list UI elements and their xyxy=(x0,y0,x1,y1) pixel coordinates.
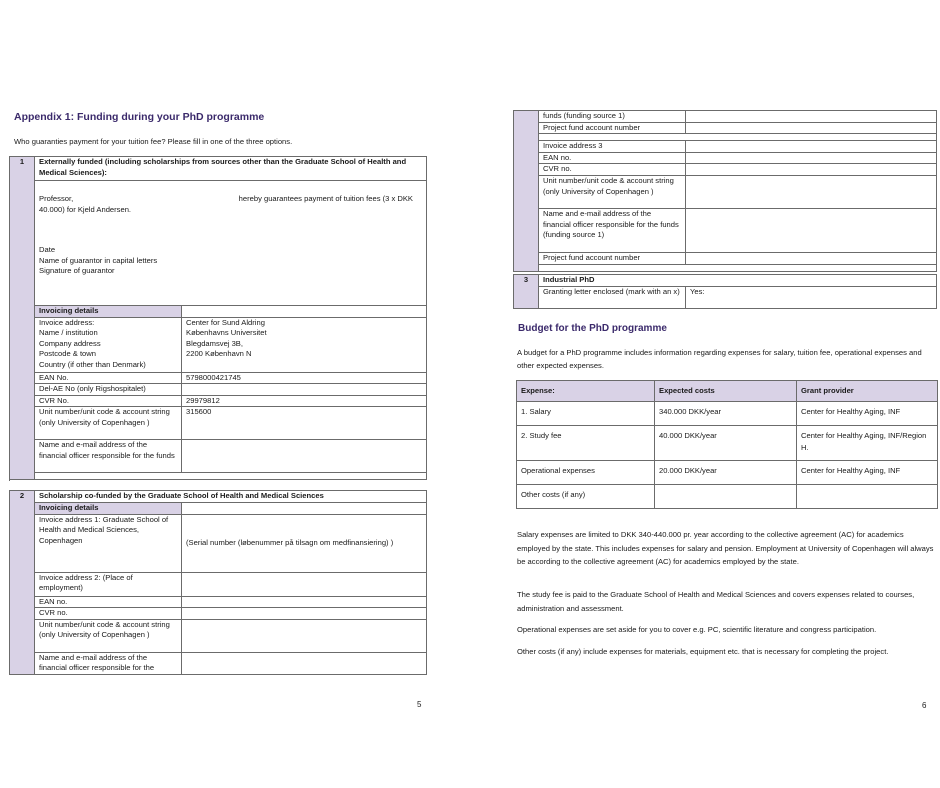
page-6 xyxy=(470,0,940,788)
granting-letter-label: Granting letter enclosed (mark with an x) xyxy=(539,287,686,309)
page6-project-fund-value[interactable] xyxy=(686,252,937,264)
appendix-intro: Who guaranties payment for your tuition fee? Please fill in one of the three options. xyxy=(14,137,293,146)
del-ae-label: Del-AE No (only Rigshospitalet) xyxy=(35,384,182,396)
continued-spacer xyxy=(539,134,937,141)
section-3-table xyxy=(513,274,937,309)
invoice-street-value: Blegdamsvej 3B, xyxy=(186,338,243,348)
funding-table xyxy=(9,156,427,480)
financial-officer-value[interactable] xyxy=(182,440,427,473)
section-2-end-spacer xyxy=(539,264,937,271)
section-2-unit-label: Unit number/unit code & account string (only University of Copenhagen ) xyxy=(35,619,182,652)
section-2-number: 2 xyxy=(10,491,35,675)
unit-number-value[interactable]: 315600 xyxy=(182,407,427,440)
section-1-number: 1 xyxy=(10,157,35,480)
signature-name: Name of guarantor in capital letters xyxy=(39,255,158,265)
page-number-6: 6 xyxy=(922,701,927,710)
section-2-invoicing-blank[interactable] xyxy=(182,503,427,515)
section-2-cvr-label: CVR no. xyxy=(35,608,182,620)
funds-source-value[interactable] xyxy=(686,111,937,123)
unit-number-label: Unit number/unit code & account string (only University of Copenhagen ) xyxy=(35,407,182,440)
operational-paragraph: Operational expenses are set aside for you to cover e.g. PC, scientific literature and congress participation. xyxy=(517,625,877,634)
budget-cell-expense: 2. Study fee xyxy=(517,426,655,461)
serial-number[interactable]: (Serial number (løbenummer på tilsagn om medfinansiering) ) xyxy=(182,514,427,572)
budget-cell-costs[interactable]: 340.000 DKK/year xyxy=(655,402,797,426)
section-2-cvr-value[interactable] xyxy=(182,608,427,620)
invoice-name-value: Center for Sund Aldring xyxy=(186,317,265,327)
section-2-ean-value[interactable] xyxy=(182,596,427,608)
invoicing-details-blank[interactable] xyxy=(182,306,427,318)
budget-cell-provider[interactable]: Center for Healthy Aging, INF/Region H. xyxy=(797,426,938,461)
company-address-label: Company address xyxy=(39,338,101,348)
section-2-officer-value[interactable] xyxy=(182,652,427,674)
project-fund-value[interactable] xyxy=(686,122,937,134)
budget-cell-expense: Operational expenses xyxy=(517,461,655,485)
cvr-value[interactable]: 29979812 xyxy=(182,395,427,407)
page6-unit-value[interactable] xyxy=(686,175,937,208)
invoicing-details-title: Invoicing details xyxy=(35,306,182,318)
invoice-address-2-value[interactable] xyxy=(182,572,427,596)
funds-source-label: funds (funding source 1) xyxy=(539,111,686,123)
section-2-invoicing-title: Invoicing details xyxy=(35,503,182,515)
postcode-town-label: Postcode & town xyxy=(39,349,96,359)
section-1-title: Externally funded (including scholarships from sources other than the Graduate School of Health and Medical Sciences): xyxy=(35,157,427,181)
budget-cell-costs[interactable] xyxy=(655,485,797,509)
study-fee-paragraph: The study fee is paid to the Graduate School of Health and Medical Sciences and covers expenses related to courses, administration and assessment. xyxy=(517,590,915,613)
section-1-spacer xyxy=(35,473,427,480)
budget-cell-provider[interactable] xyxy=(797,485,938,509)
table-row xyxy=(517,426,938,461)
table-row xyxy=(517,461,938,485)
page6-officer-value[interactable] xyxy=(686,208,937,252)
budget-table xyxy=(516,380,938,509)
page6-officer-label: Name and e-mail address of the financial officer responsible for the funds (funding source 1) xyxy=(539,208,686,252)
budget-intro: A budget for a PhD programme includes information regarding expenses for salary, tuition fee, operational expenses and other expected expenses. xyxy=(517,348,922,370)
ean-label: EAN No. xyxy=(35,372,182,384)
salary-paragraph: Salary expenses are limited to DKK 340-440.000 pr. year according to the collective agreement (AC) for academics employed by the state. This includes expenses for salary and pension. Employment at University of Copenhagen will always be according to the collective agreement (AC) for academics employed by the state. xyxy=(517,530,934,566)
guarantee-text: hereby guarantees payment of tuition fees (3 x DKK xyxy=(238,194,413,203)
budget-header-costs: Expected costs xyxy=(655,381,797,402)
project-fund-label: Project fund account number xyxy=(539,122,686,134)
budget-cell-costs[interactable]: 20.000 DKK/year xyxy=(655,461,797,485)
invoice-address-label: Invoice address: xyxy=(39,317,95,327)
page-number-5: 5 xyxy=(417,700,422,709)
page6-project-fund-label: Project fund account number xyxy=(539,252,686,264)
cvr-label: CVR No. xyxy=(35,395,182,407)
invoice-institution-value: Københavns Universitet xyxy=(186,328,267,338)
page6-ean-label: EAN no. xyxy=(539,152,686,164)
funding-table-continued xyxy=(513,110,937,272)
section-2-ean-label: EAN no. xyxy=(35,596,182,608)
signature-date: Date xyxy=(39,245,56,255)
invoice-address-3-value[interactable] xyxy=(686,141,937,153)
budget-header-expense: Expense: xyxy=(517,381,655,402)
budget-title: Budget for the PhD programme xyxy=(518,323,667,334)
section-2-unit-value[interactable] xyxy=(182,619,427,652)
guarantee-block[interactable] xyxy=(35,181,427,306)
name-institution-label: Name / institution xyxy=(39,328,98,338)
budget-header-provider: Grant provider xyxy=(797,381,938,402)
section-2-title: Scholarship co-funded by the Graduate School of Health and Medical Sciences xyxy=(35,491,427,503)
table-row xyxy=(517,402,938,426)
section-2-officer-label: Name and e-mail address of the financial officer responsible for the xyxy=(35,652,182,674)
budget-cell-provider[interactable]: Center for Healthy Aging, INF xyxy=(797,402,938,426)
appendix-title: Appendix 1: Funding during your PhD programme xyxy=(14,111,265,123)
financial-officer-label: Name and e-mail address of the financial officer responsible for the funds xyxy=(35,440,182,473)
invoice-address-3: Invoice address 3 xyxy=(539,141,686,153)
invoice-address-1: Invoice address 1: Graduate School of Health and Medical Sciences, Copenhagen xyxy=(35,514,182,572)
guarantee-professor: Professor, xyxy=(39,194,74,203)
budget-cell-expense: 1. Salary xyxy=(517,402,655,426)
ean-value[interactable]: 5798000421745 xyxy=(182,372,427,384)
page6-unit-label: Unit number/unit code & account string (only University of Copenhagen ) xyxy=(539,175,686,208)
budget-cell-expense: Other costs (if any) xyxy=(517,485,655,509)
section-2-continued-bar xyxy=(514,111,539,272)
page6-cvr-label: CVR no. xyxy=(539,164,686,176)
country-label: Country (if other than Denmark) xyxy=(39,359,146,369)
section-3-title: Industrial PhD xyxy=(539,275,937,287)
other-costs-paragraph: Other costs (if any) include expenses for materials, equipment etc. that is necessary for completing the project. xyxy=(517,647,889,656)
granting-letter-yes[interactable]: Yes: xyxy=(686,287,937,309)
invoice-address-2: Invoice address 2: (Place of employment) xyxy=(35,572,182,596)
signature-line: Signature of guarantor xyxy=(39,266,115,276)
page6-ean-value[interactable] xyxy=(686,152,937,164)
del-ae-value[interactable] xyxy=(182,384,427,396)
invoice-address-labels xyxy=(35,317,182,372)
budget-cell-provider[interactable]: Center for Healthy Aging, INF xyxy=(797,461,938,485)
invoice-postcode-value: 2200 København N xyxy=(186,349,252,359)
table-row xyxy=(517,485,938,509)
section-3-number: 3 xyxy=(514,275,539,309)
budget-cell-costs[interactable]: 40.000 DKK/year xyxy=(655,426,797,461)
page6-cvr-value[interactable] xyxy=(686,164,937,176)
guarantee-continuation: 40.000) for Kjeld Andersen. xyxy=(39,204,132,214)
funding-table-section-2 xyxy=(9,490,427,675)
invoice-address-values[interactable] xyxy=(182,317,427,372)
